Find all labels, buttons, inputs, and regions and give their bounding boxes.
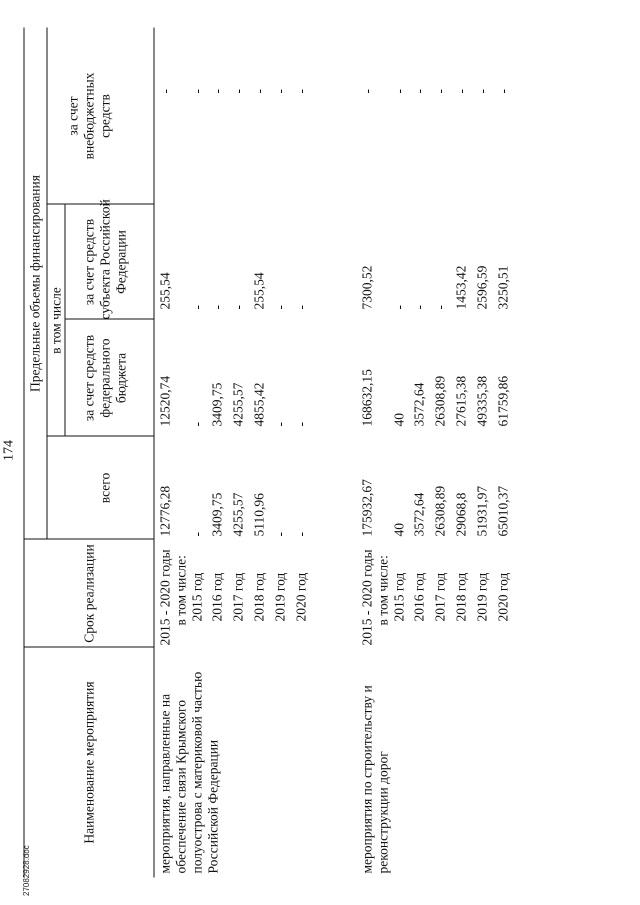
group-1-name-line: Российской Федерации bbox=[205, 739, 221, 874]
amount-cell: - bbox=[293, 89, 309, 94]
amount-cell: - bbox=[495, 89, 511, 94]
header-extra-1: за счет bbox=[65, 96, 81, 136]
amount-cell: 7300,52 bbox=[359, 265, 375, 310]
group-2-name-line: реконструкции дорог bbox=[375, 751, 391, 874]
group-2-name-line: мероприятия по строительству и bbox=[359, 685, 375, 874]
header-name: Наименование мероприятия bbox=[81, 681, 97, 844]
term-cell: 2016 год bbox=[411, 572, 427, 622]
amount-cell: - bbox=[293, 532, 309, 537]
amount-cell: 4255,57 bbox=[230, 382, 246, 427]
amount-cell: - bbox=[189, 422, 205, 427]
amount-cell: - bbox=[272, 305, 288, 310]
header-incl: в том числе bbox=[48, 287, 64, 354]
amount-cell: - bbox=[411, 89, 427, 94]
header-subject-1: за счет средств bbox=[81, 218, 97, 306]
amount-cell: 3409,75 bbox=[209, 382, 225, 427]
amount-cell: - bbox=[391, 305, 407, 310]
incl-rule bbox=[65, 205, 66, 437]
amount-cell: 12520,74 bbox=[157, 375, 173, 427]
amount-cell: 65010,37 bbox=[495, 485, 511, 537]
amount-cell: 27615,38 bbox=[453, 375, 469, 427]
amount-cell: - bbox=[293, 305, 309, 310]
term-cell: 2015 год bbox=[189, 572, 205, 622]
amount-cell: 5110,96 bbox=[251, 493, 267, 537]
term-cell: 2015 - 2020 годы bbox=[157, 549, 173, 646]
amount-cell: - bbox=[230, 305, 246, 310]
amount-cell: 40 bbox=[391, 413, 407, 427]
amount-cell: 40 bbox=[391, 523, 407, 537]
amount-cell: - bbox=[189, 305, 205, 310]
amount-cell: - bbox=[251, 89, 267, 94]
amount-cell: - bbox=[272, 89, 288, 94]
group-1-name-line: полуострова с материковой частью bbox=[189, 671, 205, 874]
header-subject-2: субъекта Российской bbox=[97, 199, 113, 320]
amount-cell: 26308,89 bbox=[432, 485, 448, 537]
term-cell: 2018 год bbox=[453, 572, 469, 622]
amount-cell: - bbox=[209, 89, 225, 94]
amount-cell: - bbox=[432, 305, 448, 310]
term-cell: 2019 год bbox=[272, 572, 288, 622]
term-cell: 2019 год bbox=[474, 572, 490, 622]
limits-rule bbox=[47, 28, 48, 540]
term-cell: в том числе: bbox=[173, 555, 189, 626]
header-federal-3: бюджета bbox=[113, 352, 129, 404]
group-1-name-line: мероприятия, направленные на bbox=[157, 693, 173, 874]
amount-cell: 168632,15 bbox=[359, 369, 375, 427]
amount-cell: 4255,57 bbox=[230, 492, 246, 537]
term-cell: 2020 год bbox=[495, 572, 511, 622]
table-top-rule bbox=[24, 28, 25, 878]
amount-cell: 1453,42 bbox=[453, 265, 469, 310]
amount-cell: - bbox=[209, 305, 225, 310]
amount-cell: - bbox=[272, 532, 288, 537]
amount-cell: - bbox=[272, 422, 288, 427]
amount-cell: 3572,64 bbox=[411, 382, 427, 427]
amount-cell: - bbox=[453, 89, 469, 94]
term-cell: 2015 - 2020 годы bbox=[359, 549, 375, 646]
rotated-table-sheet bbox=[2, 28, 639, 878]
header-limits: Предельные объемы финансирования bbox=[27, 175, 43, 392]
header-federal-1: за счет средств bbox=[81, 334, 97, 422]
amount-cell: 3250,51 bbox=[495, 265, 511, 310]
amount-cell: 29068,8 bbox=[453, 492, 469, 537]
amount-cell: - bbox=[157, 89, 173, 94]
term-cell: 2017 год bbox=[432, 572, 448, 622]
document-filename: 27082928.doc bbox=[22, 845, 31, 896]
amount-cell: 255,54 bbox=[251, 272, 267, 310]
amount-cell: 255,54 bbox=[157, 272, 173, 310]
amount-cell: 12776,28 bbox=[157, 485, 173, 537]
amount-cell: 61759,86 bbox=[495, 375, 511, 427]
amount-cell: 51931,97 bbox=[474, 485, 490, 537]
amount-cell: 26308,89 bbox=[432, 375, 448, 427]
term-cell: 2020 год bbox=[293, 572, 309, 622]
amount-cell: - bbox=[432, 89, 448, 94]
header-bottom-rule bbox=[154, 28, 155, 878]
term-cell: в том числе: bbox=[375, 555, 391, 626]
amount-cell: - bbox=[189, 532, 205, 537]
header-subject-3: Федерации bbox=[113, 230, 129, 294]
amount-cell: 2596,59 bbox=[474, 265, 490, 310]
header-federal-2: федерального bbox=[97, 338, 113, 418]
amount-cell: - bbox=[359, 89, 375, 94]
header-term: Срок реализации bbox=[81, 544, 97, 643]
amount-cell: 175932,67 bbox=[359, 479, 375, 537]
term-cell: 2018 год bbox=[251, 572, 267, 622]
amount-cell: 3572,64 bbox=[411, 492, 427, 537]
amount-cell: 3409,75 bbox=[209, 492, 225, 537]
page-number: 174 bbox=[1, 440, 17, 461]
group-1-name-line: обеспечение связи Крымского bbox=[173, 699, 189, 874]
amount-cell: 4855,42 bbox=[251, 382, 267, 427]
amount-cell: - bbox=[293, 422, 309, 427]
term-cell: 2015 год bbox=[391, 572, 407, 622]
header-total: всего bbox=[97, 472, 113, 504]
amount-cell: - bbox=[189, 89, 205, 94]
term-cell: 2017 год bbox=[230, 572, 246, 622]
header-extra-2: внебюджетных bbox=[81, 72, 97, 160]
amount-cell: - bbox=[411, 305, 427, 310]
amount-cell: - bbox=[391, 89, 407, 94]
amount-cell: - bbox=[230, 89, 246, 94]
header-extra-3: средств bbox=[97, 94, 113, 138]
term-cell: 2016 год bbox=[209, 572, 225, 622]
amount-cell: - bbox=[474, 89, 490, 94]
amount-cell: 49335,38 bbox=[474, 375, 490, 427]
